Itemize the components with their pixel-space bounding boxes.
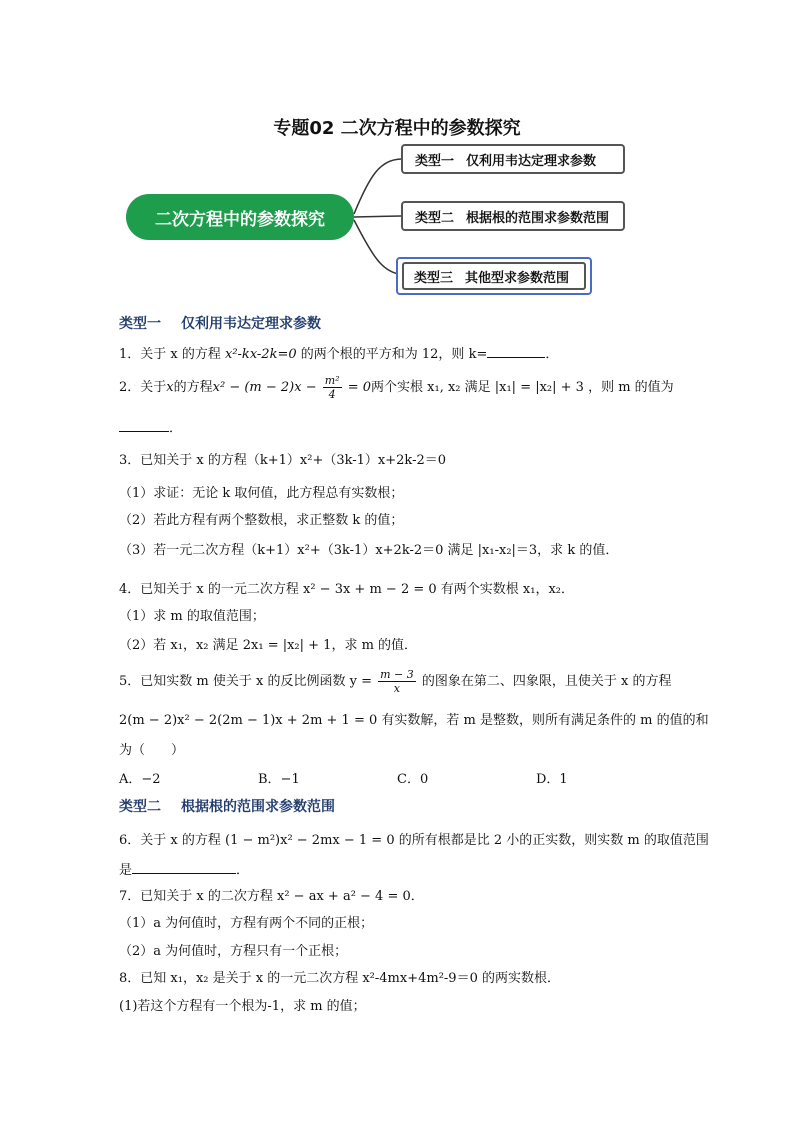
connector-1 bbox=[354, 159, 401, 214]
section-text: 根据根的范围求参数范围 bbox=[181, 799, 335, 815]
question-4-part-1: （1）求 m 的取值范围； bbox=[119, 609, 265, 624]
option-a: A．−2 bbox=[119, 772, 161, 787]
question-2-blank: ． bbox=[119, 417, 182, 436]
question-3-part-1: （1）求证：无论 k 取何值，此方程总有实数根； bbox=[119, 486, 404, 501]
mindmap-branch-1 bbox=[401, 144, 625, 174]
question-6-line-1: 6．关于 x 的方程 (1 − m²)x² − 2mx − 1 = 0 的所有根都是比 2 小的正实数，则实数 m 的取值范围 bbox=[119, 833, 709, 848]
option-d: D．1 bbox=[536, 772, 568, 787]
question-4-part-2: （2）若 x₁，x₂ 满足 2x₁ = |x₂| + 1，求 m 的值． bbox=[119, 638, 418, 653]
question-1: 1．关于 x 的方程 x²-kx-2k=0 的两个根的平方和为 12，则 k= ． bbox=[119, 347, 559, 362]
question-7-stem: 7．已知关于 x 的二次方程 x² − ax + a² − 4 = 0． bbox=[119, 889, 424, 904]
question-5-line-1: 5．已知实数 m 使关于 x 的反比例函数 y = $\frac{m - 3}{x}$ 的图象在第二、四象限，且使关于 x 的方程 bbox=[119, 668, 672, 695]
mindmap-branch-2 bbox=[401, 201, 625, 231]
branch-label: 类型一 bbox=[415, 153, 455, 169]
section-heading-2 bbox=[119, 796, 335, 816]
branch-selection-box bbox=[402, 262, 586, 290]
connector-3 bbox=[354, 220, 400, 274]
section-text: 仅利用韦达定理求参数 bbox=[181, 316, 321, 332]
question-3-stem: 3．已知关于 x 的方程（k+1）x²+（3k-1）x+2k-2＝0 bbox=[119, 453, 447, 468]
section-label: 类型一 bbox=[119, 316, 161, 332]
question-8-stem: 8．已知 x₁，x₂ 是关于 x 的一元二次方程 x²-4mx+4m²-9＝0 的两实数根． bbox=[119, 971, 560, 986]
question-6-line-2: 是 ． bbox=[119, 863, 250, 878]
branch-text: 根据根的范围求参数范围 bbox=[466, 210, 610, 226]
mindmap-center-node: 二次方程中的参数探究 bbox=[126, 194, 354, 240]
question-5-line-3: 为（ ） bbox=[119, 743, 185, 758]
mindmap-branch-3 bbox=[396, 257, 592, 295]
branch-text: 仅利用韦达定理求参数 bbox=[466, 153, 597, 169]
question-4-stem: 4．已知关于 x 的一元二次方程 x² − 3x + m − 2 = 0 有两个实数根 x₁，x₂． bbox=[119, 582, 574, 597]
branch-label: 类型二 bbox=[415, 210, 455, 226]
connector-2 bbox=[354, 216, 401, 217]
question-8-part-1: (1)若这个方程有一个根为-1，求 m 的值； bbox=[119, 999, 366, 1014]
question-7-part-2: （2）a 为何值时，方程只有一个正根； bbox=[119, 944, 348, 959]
question-5-line-2: 2(m − 2)x² − 2(2m − 1)x + 2m + 1 = 0 有实数解，若 m 是整数，则所有满足条件的 m 的值的和 bbox=[119, 713, 709, 728]
question-3-part-3: （3）若一元二次方程（k+1）x²+（3k-1）x+2k-2＝0 满足 |x₁-x₂|＝3，求 k 的值． bbox=[119, 543, 619, 558]
branch-label: 类型三 bbox=[414, 270, 454, 286]
question-2: 2．关于x的方程x² − (m − 2)x − $\frac{\text{m²}}{4}$ = 0两个实根 x₁, x₂ 满足 |x₁| = |x₂| + 3 ，则 m 的值为 bbox=[119, 374, 674, 401]
section-label: 类型二 bbox=[119, 799, 161, 815]
question-7-part-1: （1）a 为何值时，方程有两个不同的正根； bbox=[119, 916, 374, 931]
branch-text: 其他型求参数范围 bbox=[465, 270, 570, 286]
answer-blank bbox=[119, 419, 169, 432]
section-heading-1 bbox=[119, 313, 321, 333]
option-c: C．0 bbox=[397, 772, 429, 787]
fraction: $\frac{m - 3}{x}$ bbox=[380, 668, 414, 695]
option-b: B．−1 bbox=[258, 772, 300, 787]
fraction: $\frac{\text{m²}}{4}$ bbox=[324, 374, 340, 401]
answer-blank bbox=[132, 861, 236, 874]
answer-blank bbox=[487, 345, 545, 358]
question-3-part-2: （2）若此方程有两个整数根，求正整数 k 的值； bbox=[119, 513, 404, 528]
page-title: 专题02 二次方程中的参数探究 bbox=[273, 118, 521, 139]
